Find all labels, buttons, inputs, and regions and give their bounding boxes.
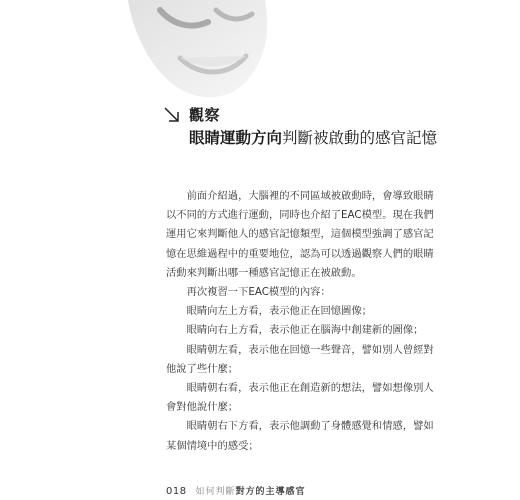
section-title [189, 126, 437, 148]
text-line: 眼睛朝左看，表示他在回憶一些聲音，譬如別人曾經對 [186, 343, 434, 356]
section-label: 觀察 [189, 106, 221, 124]
arrow-down-right-icon [163, 106, 181, 124]
text-line: 憶在思維過程中的重要地位，認為可以透過觀察人們的眼睛 [166, 247, 434, 260]
mask-illustration [120, 0, 270, 110]
text-line: 以不同的方式進行運動，同時也介紹了EAC模型。現在我們 [166, 209, 434, 222]
text-line: 他說了些什麼； [166, 362, 239, 375]
body-text [166, 187, 434, 456]
book-title-prefix: 如何判斷 [195, 487, 236, 497]
text-line: 前面介紹過，大腦裡的不同區域被啟動時，會導致眼睛 [186, 190, 434, 202]
text-line: 某個情境中的感受； [166, 439, 259, 452]
section-title-rest: 判斷被啟動的感官記憶 [282, 129, 438, 147]
text-line: 會對他說什麼； [166, 401, 239, 414]
section-title-emphasis: 眼睛運動方向 [189, 129, 283, 147]
page-number: 018 [166, 486, 187, 497]
text-line: 活動來判斷出哪一種感官記憶正在被啟動。 [166, 266, 362, 279]
text-line: 眼睛向左上方看，表示他正在回憶圖像； [186, 305, 372, 318]
page-footer [166, 484, 306, 497]
text-line: 再次複習一下EAC模型的內容： [186, 286, 331, 299]
text-line: 眼睛向右上方看，表示他正在腦海中創建新的圖像； [186, 324, 424, 337]
text-line: 眼睛朝右看，表示他正在創造新的想法，譬如想像別人 [186, 382, 434, 395]
text-line: 眼睛朝右下方看，表示他調動了身體感覺和情感，譬如 [186, 420, 434, 433]
text-line: 運用它來判斷他人的感官記憶類型，這個模型強調了感官記 [166, 228, 434, 241]
book-title-main: 對方的主導感官 [235, 487, 306, 497]
